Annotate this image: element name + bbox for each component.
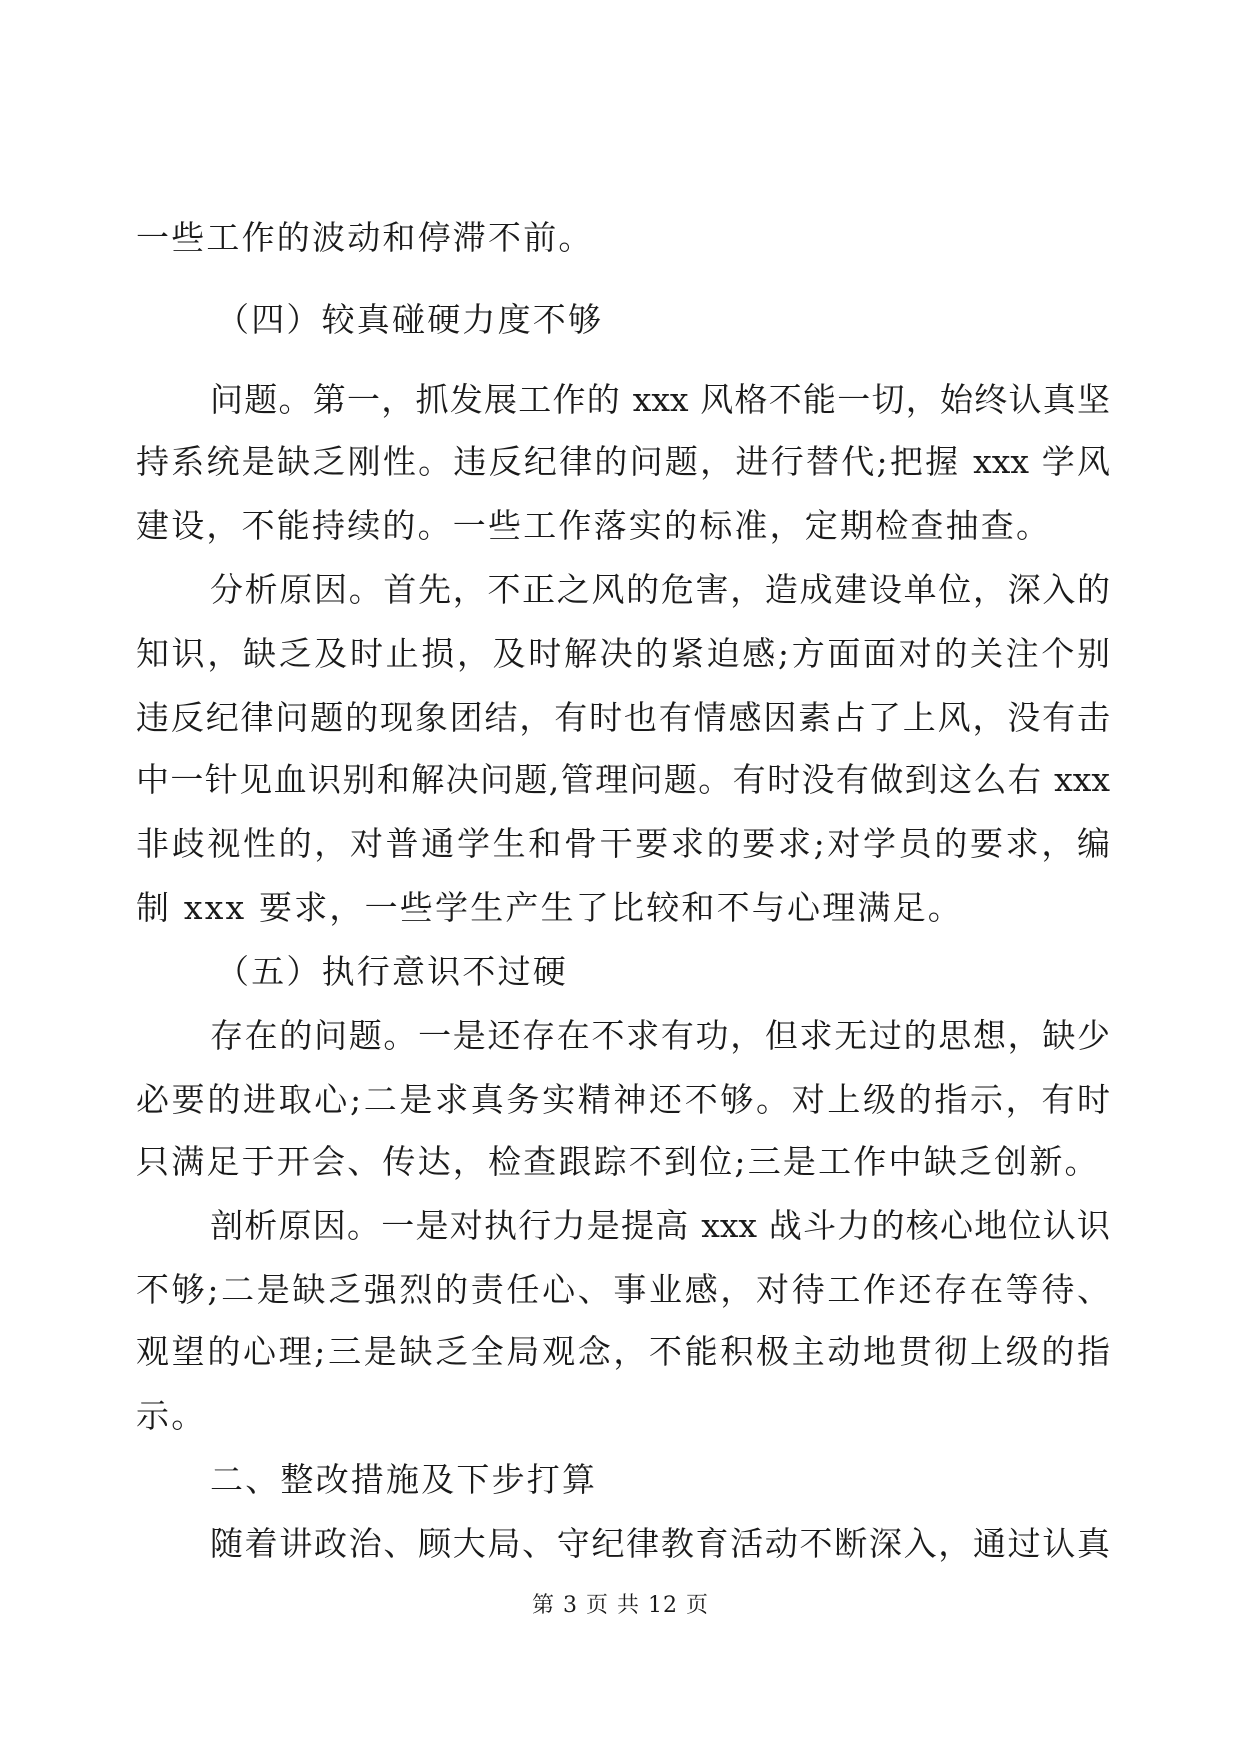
- text-line: 非歧视性的，对普通学生和骨干要求的要求;对学员的要求，编: [136, 824, 1110, 863]
- text-line: 建设，不能持续的。一些工作落实的标准，定期检查抽查。: [136, 506, 1052, 545]
- section-heading: 二、整改措施及下步打算: [210, 1460, 598, 1499]
- section-heading: （四）较真碰硬力度不够: [216, 300, 604, 339]
- text-line: 一些工作的波动和停滞不前。: [136, 218, 594, 257]
- text-line: 示。: [136, 1396, 207, 1435]
- text-line: 中一针见血识别和解决问题,管理问题。有时没有做到这么右 xxx: [136, 760, 1110, 799]
- text-line: 问题。第一，抓发展工作的 xxx 风格不能一切，始终认真坚: [210, 380, 1110, 419]
- text-line: 持系统是缺乏刚性。违反纪律的问题，进行替代;把握 xxx 学风: [136, 442, 1110, 481]
- text-line: 不够;二是缺乏强烈的责任心、事业感，对待工作还存在等待、: [136, 1270, 1110, 1309]
- page-footer: 第 3 页 共 12 页: [532, 1593, 709, 1618]
- section-heading: （五）执行意识不过硬: [216, 952, 568, 991]
- text-line: 剖析原因。一是对执行力是提高 xxx 战斗力的核心地位认识: [210, 1206, 1110, 1245]
- text-line: 必要的进取心;二是求真务实精神还不够。对上级的指示，有时: [136, 1080, 1110, 1119]
- text-line: 知识，缺乏及时止损，及时解决的紧迫感;方面面对的关注个别: [136, 634, 1110, 673]
- text-line: 随着讲政治、顾大局、守纪律教育活动不断深入，通过认真: [210, 1524, 1110, 1563]
- text-line: 观望的心理;三是缺乏全局观念，不能积极主动地贯彻上级的指: [136, 1332, 1110, 1371]
- text-line: 只满足于开会、传达，检查跟踪不到位;三是工作中缺乏创新。: [136, 1142, 1100, 1181]
- text-line: 制 xxx 要求，一些学生产生了比较和不与心理满足。: [136, 888, 964, 927]
- text-line: 分析原因。首先，不正之风的危害，造成建设单位，深入的: [210, 570, 1110, 609]
- text-line: 存在的问题。一是还存在不求有功，但求无过的思想，缺少: [210, 1016, 1110, 1055]
- text-line: 违反纪律问题的现象团结，有时也有情感因素占了上风，没有击: [136, 698, 1110, 737]
